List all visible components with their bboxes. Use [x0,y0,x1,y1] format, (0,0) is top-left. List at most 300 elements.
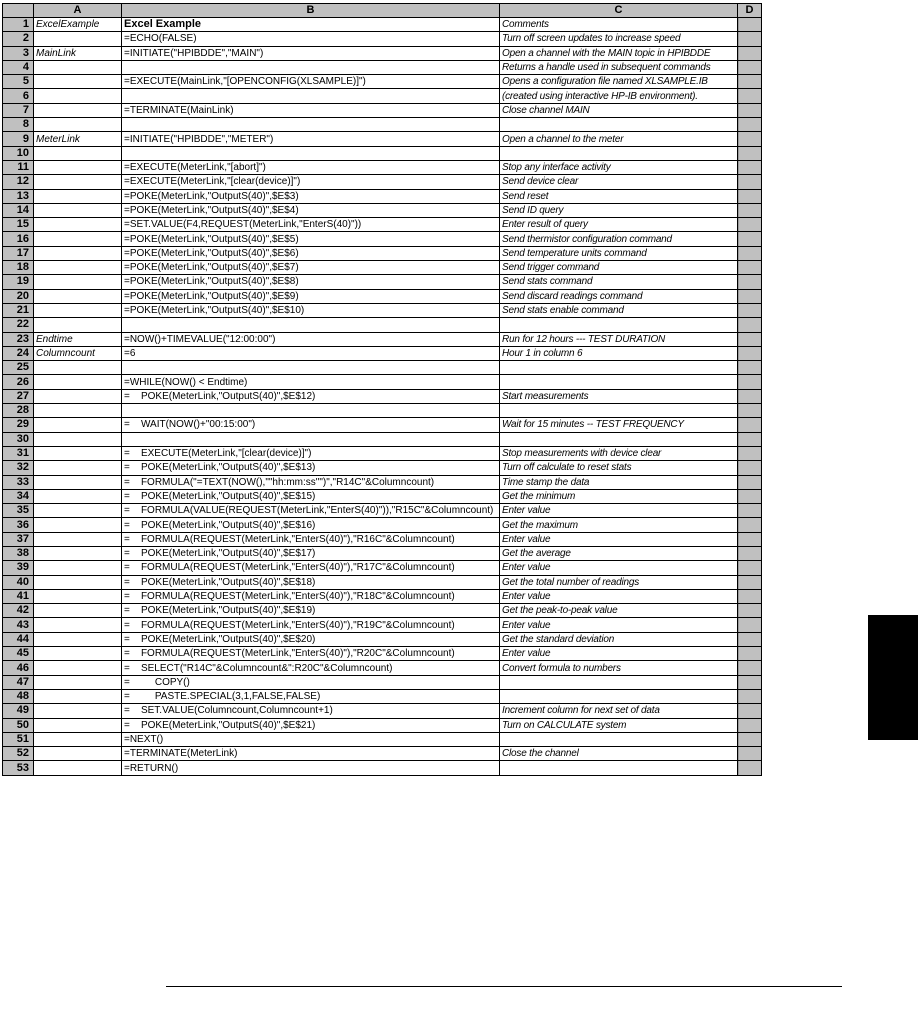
cell-d[interactable] [738,146,762,160]
table-row [3,46,762,60]
cell-c[interactable] [500,404,738,418]
row-number[interactable]: 26 [3,375,34,389]
select-all-corner[interactable] [3,4,34,18]
cell-b[interactable]: = COPY() [122,675,500,689]
cell-a[interactable] [34,575,122,589]
row-number[interactable]: 33 [3,475,34,489]
cell-b[interactable]: =POKE(MeterLink,"OutputS(40)",$E$10) [122,303,500,317]
cell-a[interactable] [34,732,122,746]
cell-a[interactable] [34,404,122,418]
cell-a[interactable] [34,604,122,618]
footer-rule [166,986,842,987]
row-number[interactable]: 1 [3,18,34,32]
cell-b[interactable]: = POKE(MeterLink,"OutputS(40)",$E$16) [122,518,500,532]
cell-c[interactable]: Enter value [500,561,738,575]
cell-a[interactable] [34,75,122,89]
cell-c[interactable]: Returns a handle used in subsequent commands [500,60,738,74]
cell-a[interactable] [34,504,122,518]
row-number[interactable]: 16 [3,232,34,246]
cell-d[interactable] [738,203,762,217]
cell-b[interactable]: = WAIT(NOW()+"00:15:00") [122,418,500,432]
cell-c[interactable] [500,675,738,689]
cell-b[interactable]: =EXECUTE(MainLink,"[OPENCONFIG(XLSAMPLE)]") [122,75,500,89]
cell-d[interactable] [738,561,762,575]
cell-b[interactable]: =RETURN() [122,761,500,775]
cell-d[interactable] [738,218,762,232]
row-number[interactable]: 36 [3,518,34,532]
cell-d[interactable] [738,275,762,289]
cell-c[interactable]: Send reset [500,189,738,203]
cell-c[interactable] [500,375,738,389]
table-row [3,375,762,389]
cell-a[interactable] [34,632,122,646]
table-row [3,261,762,275]
cell-c[interactable]: (created using interactive HP-IB environment). [500,89,738,103]
cell-d[interactable] [738,704,762,718]
cell-a[interactable] [34,89,122,103]
cell-a[interactable] [34,718,122,732]
cell-d[interactable] [738,732,762,746]
cell-a[interactable]: Endtime [34,332,122,346]
row-number[interactable]: 21 [3,303,34,317]
row-number[interactable]: 10 [3,146,34,160]
table-row [3,18,762,32]
table-row [3,475,762,489]
cell-c[interactable]: Stop any interface activity [500,160,738,174]
cell-b[interactable]: = POKE(MeterLink,"OutputS(40)",$E$19) [122,604,500,618]
cell-d[interactable] [738,461,762,475]
cell-b[interactable]: =EXECUTE(MeterLink,"[clear(device)]") [122,175,500,189]
cell-c[interactable]: Enter value [500,504,738,518]
row-number[interactable]: 5 [3,75,34,89]
cell-b[interactable]: = FORMULA(VALUE(REQUEST(MeterLink,"EnterS(40)")),"R15C"&Columncount) [122,504,500,518]
row-number[interactable]: 30 [3,432,34,446]
cell-b[interactable]: = POKE(MeterLink,"OutputS(40)",$E$15) [122,489,500,503]
cell-d[interactable] [738,160,762,174]
row-number[interactable]: 29 [3,418,34,432]
cell-a[interactable] [34,446,122,460]
cell-b[interactable]: =INITIATE("HPIBDDE","MAIN") [122,46,500,60]
table-row [3,446,762,460]
cell-d[interactable] [738,504,762,518]
cell-d[interactable] [738,632,762,646]
cell-d[interactable] [738,118,762,132]
cell-c[interactable]: Comments [500,18,738,32]
cell-b[interactable]: = POKE(MeterLink,"OutputS(40)",$E$20) [122,632,500,646]
cell-d[interactable] [738,618,762,632]
cell-b[interactable]: =POKE(MeterLink,"OutputS(40)",$E$7) [122,261,500,275]
cell-c[interactable]: Get the minimum [500,489,738,503]
cell-c[interactable]: Enter value [500,532,738,546]
cell-d[interactable] [738,18,762,32]
cell-a[interactable] [34,203,122,217]
cell-b[interactable]: = FORMULA("=TEXT(NOW(),""hh:mm:ss"")","R14C"&Columncount) [122,475,500,489]
cell-b[interactable]: = POKE(MeterLink,"OutputS(40)",$E$21) [122,718,500,732]
cell-a[interactable] [34,675,122,689]
cell-a[interactable] [34,532,122,546]
row-number[interactable]: 31 [3,446,34,460]
cell-a[interactable] [34,546,122,560]
cell-b[interactable]: = SELECT("R14C"&Columncount&":R20C"&Columncount) [122,661,500,675]
cell-c[interactable]: Opens a configuration file named XLSAMPLE.IB [500,75,738,89]
cell-d[interactable] [738,246,762,260]
cell-d[interactable] [738,346,762,360]
cell-c[interactable]: Time stamp the data [500,475,738,489]
cell-a[interactable]: ExcelExample [34,18,122,32]
cell-c[interactable]: Open a channel to the meter [500,132,738,146]
row-number[interactable]: 20 [3,289,34,303]
row-number[interactable]: 6 [3,89,34,103]
cell-b[interactable]: = POKE(MeterLink,"OutputS(40)",$E$13) [122,461,500,475]
cell-d[interactable] [738,46,762,60]
row-number[interactable]: 42 [3,604,34,618]
cell-a[interactable]: MainLink [34,46,122,60]
cell-b[interactable]: =POKE(MeterLink,"OutputS(40)",$E$5) [122,232,500,246]
cell-b[interactable]: = POKE(MeterLink,"OutputS(40)",$E$18) [122,575,500,589]
cell-d[interactable] [738,189,762,203]
cell-a[interactable] [34,518,122,532]
row-number[interactable]: 53 [3,761,34,775]
cell-d[interactable] [738,289,762,303]
cell-d[interactable] [738,446,762,460]
row-number[interactable]: 41 [3,589,34,603]
table-row [3,618,762,632]
cell-b[interactable]: = POKE(MeterLink,"OutputS(40)",$E$17) [122,546,500,560]
cell-d[interactable] [738,747,762,761]
cell-c[interactable]: Stop measurements with device clear [500,446,738,460]
cell-c[interactable] [500,118,738,132]
cell-b[interactable]: Excel Example [122,18,500,32]
cell-c[interactable]: Send ID query [500,203,738,217]
cell-b[interactable]: =NOW()+TIMEVALUE("12:00:00") [122,332,500,346]
column-header-c[interactable]: C [500,4,738,18]
cell-c[interactable]: Get the standard deviation [500,632,738,646]
cell-d[interactable] [738,175,762,189]
cell-c[interactable]: Send stats enable command [500,303,738,317]
cell-b[interactable]: = FORMULA(REQUEST(MeterLink,"EnterS(40)"),"R18C"&Columncount) [122,589,500,603]
cell-d[interactable] [738,589,762,603]
cell-d[interactable] [738,546,762,560]
cell-c[interactable]: Close the channel [500,747,738,761]
row-number[interactable]: 22 [3,318,34,332]
cell-a[interactable] [34,475,122,489]
row-number[interactable]: 51 [3,732,34,746]
cell-b[interactable] [122,404,500,418]
cell-a[interactable] [34,461,122,475]
cell-c[interactable]: Send device clear [500,175,738,189]
cell-b[interactable]: =POKE(MeterLink,"OutputS(40)",$E$3) [122,189,500,203]
cell-b[interactable] [122,432,500,446]
row-number[interactable]: 13 [3,189,34,203]
cell-b[interactable]: =TERMINATE(MeterLink) [122,747,500,761]
cell-a[interactable] [34,747,122,761]
row-number[interactable]: 17 [3,246,34,260]
row-number[interactable]: 3 [3,46,34,60]
table-row [3,732,762,746]
cell-d[interactable] [738,375,762,389]
table-row [3,432,762,446]
cell-c[interactable]: Send trigger command [500,261,738,275]
cell-d[interactable] [738,75,762,89]
cell-d[interactable] [738,261,762,275]
cell-a[interactable] [34,618,122,632]
cell-d[interactable] [738,532,762,546]
column-header-d[interactable]: D [738,4,762,18]
cell-a[interactable] [34,761,122,775]
cell-d[interactable] [738,89,762,103]
cell-c[interactable]: Enter value [500,647,738,661]
table-row [3,318,762,332]
cell-c[interactable] [500,432,738,446]
cell-a[interactable] [34,318,122,332]
table-row [3,246,762,260]
row-number[interactable]: 14 [3,203,34,217]
cell-b[interactable] [122,118,500,132]
row-number[interactable]: 37 [3,532,34,546]
cell-c[interactable]: Turn on CALCULATE system [500,718,738,732]
cell-a[interactable] [34,189,122,203]
cell-c[interactable]: Enter value [500,589,738,603]
cell-d[interactable] [738,232,762,246]
cell-b[interactable]: =WHILE(NOW() < Endtime) [122,375,500,389]
cell-b[interactable]: =INITIATE("HPIBDDE","METER") [122,132,500,146]
cell-a[interactable] [34,418,122,432]
cell-b[interactable] [122,89,500,103]
cell-c[interactable]: Turn off screen updates to increase speed [500,32,738,46]
cell-a[interactable] [34,175,122,189]
cell-c[interactable]: Wait for 15 minutes -- TEST FREQUENCY [500,418,738,432]
cell-d[interactable] [738,418,762,432]
row-number[interactable]: 38 [3,546,34,560]
cell-c[interactable]: Close channel MAIN [500,103,738,117]
cell-d[interactable] [738,60,762,74]
table-row [3,461,762,475]
cell-d[interactable] [738,318,762,332]
cell-b[interactable]: =6 [122,346,500,360]
cell-c[interactable] [500,689,738,703]
cell-b[interactable]: =POKE(MeterLink,"OutputS(40)",$E$6) [122,246,500,260]
cell-b[interactable]: =SET.VALUE(F4,REQUEST(MeterLink,"EnterS(40)")) [122,218,500,232]
cell-d[interactable] [738,332,762,346]
cell-c[interactable]: Get the peak-to-peak value [500,604,738,618]
table-row [3,546,762,560]
cell-b[interactable] [122,318,500,332]
cell-c[interactable] [500,732,738,746]
row-number[interactable]: 12 [3,175,34,189]
cell-d[interactable] [738,647,762,661]
column-header-row [3,4,762,18]
cell-c[interactable]: Increment column for next set of data [500,704,738,718]
cell-a[interactable] [34,489,122,503]
cell-a[interactable] [34,389,122,403]
cell-c[interactable]: Run for 12 hours --- TEST DURATION [500,332,738,346]
cell-a[interactable] [34,261,122,275]
chapter-tab [868,615,918,740]
table-row [3,632,762,646]
row-number[interactable]: 34 [3,489,34,503]
cell-b[interactable]: =ECHO(FALSE) [122,32,500,46]
row-number[interactable]: 40 [3,575,34,589]
row-number[interactable]: 44 [3,632,34,646]
row-number[interactable]: 24 [3,346,34,360]
table-row [3,418,762,432]
cell-a[interactable] [34,361,122,375]
row-number[interactable]: 25 [3,361,34,375]
cell-a[interactable]: MeterLink [34,132,122,146]
cell-b[interactable]: =EXECUTE(MeterLink,"[abort]") [122,160,500,174]
cell-a[interactable] [34,589,122,603]
cell-c[interactable] [500,761,738,775]
cell-c[interactable]: Get the maximum [500,518,738,532]
cell-d[interactable] [738,132,762,146]
row-number[interactable]: 11 [3,160,34,174]
cell-c[interactable]: Enter result of query [500,218,738,232]
cell-a[interactable] [34,218,122,232]
cell-d[interactable] [738,518,762,532]
row-number[interactable]: 35 [3,504,34,518]
cell-b[interactable]: =NEXT() [122,732,500,746]
table-row [3,361,762,375]
table-row [3,747,762,761]
cell-d[interactable] [738,718,762,732]
column-header-a[interactable]: A [34,4,122,18]
cell-d[interactable] [738,404,762,418]
row-number[interactable]: 15 [3,218,34,232]
cell-b[interactable]: =POKE(MeterLink,"OutputS(40)",$E$9) [122,289,500,303]
cell-d[interactable] [738,32,762,46]
cell-d[interactable] [738,303,762,317]
table-row [3,661,762,675]
table-row [3,146,762,160]
cell-c[interactable] [500,361,738,375]
cell-a[interactable] [34,275,122,289]
cell-b[interactable] [122,361,500,375]
row-number[interactable]: 48 [3,689,34,703]
cell-d[interactable] [738,489,762,503]
cell-c[interactable]: Send discard readings command [500,289,738,303]
table-row [3,532,762,546]
cell-a[interactable] [34,303,122,317]
cell-a[interactable] [34,289,122,303]
row-number[interactable]: 28 [3,404,34,418]
cell-b[interactable]: = FORMULA(REQUEST(MeterLink,"EnterS(40)"),"R16C"&Columncount) [122,532,500,546]
row-number[interactable]: 47 [3,675,34,689]
row-number[interactable]: 43 [3,618,34,632]
cell-a[interactable] [34,232,122,246]
cell-a[interactable] [34,32,122,46]
row-number[interactable]: 9 [3,132,34,146]
cell-c[interactable]: Hour 1 in column 6 [500,346,738,360]
cell-a[interactable] [34,647,122,661]
row-number[interactable]: 2 [3,32,34,46]
row-number[interactable]: 39 [3,561,34,575]
cell-a[interactable] [34,146,122,160]
cell-d[interactable] [738,661,762,675]
cell-b[interactable]: = FORMULA(REQUEST(MeterLink,"EnterS(40)"),"R20C"&Columncount) [122,647,500,661]
table-row [3,561,762,575]
cell-c[interactable]: Send stats command [500,275,738,289]
table-row [3,647,762,661]
cell-c[interactable]: Send thermistor configuration command [500,232,738,246]
row-number[interactable]: 23 [3,332,34,346]
table-row [3,89,762,103]
row-number[interactable]: 49 [3,704,34,718]
cell-c[interactable]: Turn off calculate to reset stats [500,461,738,475]
row-number[interactable]: 18 [3,261,34,275]
cell-a[interactable] [34,704,122,718]
cell-b[interactable]: = SET.VALUE(Columncount,Columncount+1) [122,704,500,718]
row-number[interactable]: 45 [3,647,34,661]
table-row [3,332,762,346]
cell-b[interactable] [122,60,500,74]
cell-c[interactable]: Send temperature units command [500,246,738,260]
table-row [3,575,762,589]
cell-a[interactable] [34,561,122,575]
cell-d[interactable] [738,575,762,589]
cell-a[interactable] [34,60,122,74]
cell-d[interactable] [738,689,762,703]
cell-d[interactable] [738,475,762,489]
cell-a[interactable] [34,160,122,174]
row-number[interactable]: 52 [3,747,34,761]
row-number[interactable]: 32 [3,461,34,475]
row-number[interactable]: 50 [3,718,34,732]
cell-a[interactable] [34,246,122,260]
row-number[interactable]: 46 [3,661,34,675]
cell-d[interactable] [738,675,762,689]
row-number[interactable]: 19 [3,275,34,289]
cell-b[interactable]: =TERMINATE(MainLink) [122,103,500,117]
cell-b[interactable]: = EXECUTE(MeterLink,"[clear(device)]") [122,446,500,460]
cell-c[interactable] [500,146,738,160]
row-number[interactable]: 8 [3,118,34,132]
row-number[interactable]: 7 [3,103,34,117]
cell-b[interactable]: =POKE(MeterLink,"OutputS(40)",$E$4) [122,203,500,217]
cell-d[interactable] [738,604,762,618]
cell-c[interactable]: Get the average [500,546,738,560]
cell-d[interactable] [738,103,762,117]
cell-a[interactable] [34,103,122,117]
cell-a[interactable] [34,375,122,389]
cell-a[interactable] [34,661,122,675]
cell-c[interactable]: Start measurements [500,389,738,403]
table-row [3,389,762,403]
cell-a[interactable] [34,118,122,132]
cell-b[interactable]: = POKE(MeterLink,"OutputS(40)",$E$12) [122,389,500,403]
cell-b[interactable]: = FORMULA(REQUEST(MeterLink,"EnterS(40)"),"R17C"&Columncount) [122,561,500,575]
cell-b[interactable] [122,146,500,160]
cell-a[interactable] [34,432,122,446]
cell-b[interactable]: = PASTE.SPECIAL(3,1,FALSE,FALSE) [122,689,500,703]
cell-a[interactable] [34,689,122,703]
cell-c[interactable] [500,318,738,332]
row-number[interactable]: 4 [3,60,34,74]
cell-c[interactable]: Get the total number of readings [500,575,738,589]
cell-d[interactable] [738,389,762,403]
cell-c[interactable]: Convert formula to numbers [500,661,738,675]
cell-b[interactable]: =POKE(MeterLink,"OutputS(40)",$E$8) [122,275,500,289]
cell-d[interactable] [738,761,762,775]
cell-c[interactable]: Enter value [500,618,738,632]
cell-d[interactable] [738,432,762,446]
column-header-b[interactable]: B [122,4,500,18]
cell-c[interactable]: Open a channel with the MAIN topic in HPIBDDE [500,46,738,60]
cell-b[interactable]: = FORMULA(REQUEST(MeterLink,"EnterS(40)"),"R19C"&Columncount) [122,618,500,632]
row-number[interactable]: 27 [3,389,34,403]
table-row [3,704,762,718]
cell-a[interactable]: Columncount [34,346,122,360]
cell-d[interactable] [738,361,762,375]
